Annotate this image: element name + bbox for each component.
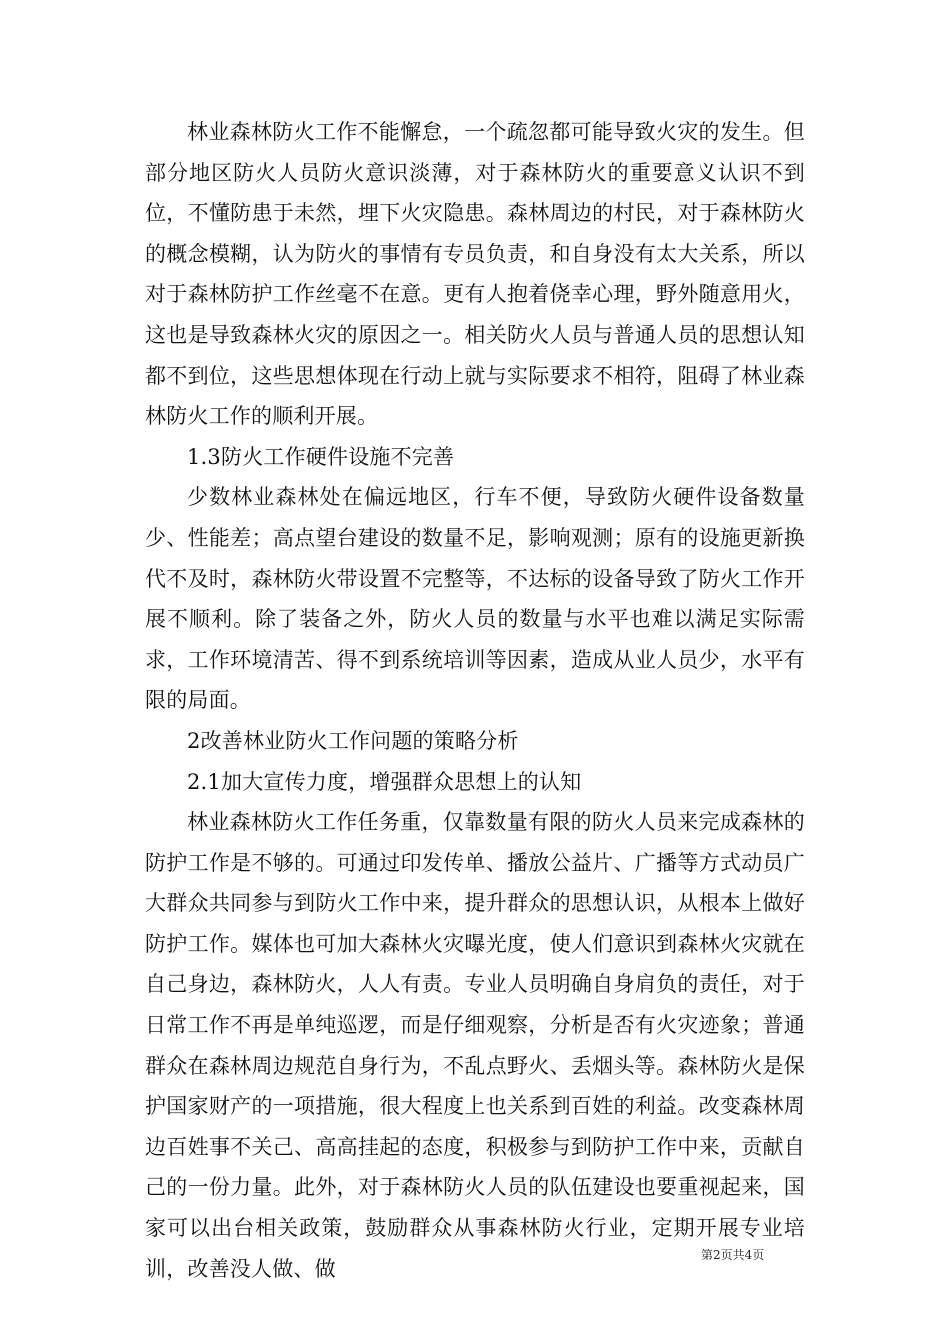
paragraph-publicity: 林业森林防火工作任务重，仅靠数量有限的防火人员来完成森林的防护工作是不够的。可通过印发传单、播放公益片、广播等方式动员广大群众共同参与到防火工作中来，提升群众的思想认识，从根本上做好防护工作。媒体也可加大森林火灾曝光度，使人们意识到森林火灾就在自己身边，森林防火，人人有责。专业人员明确自身肩负的责任，对于日常工作不再是单纯巡逻，而是仔细观察，分析是否有火灾迹象；普通群众在森林周边规范自身行为，不乱点野火、丢烟头等。森林防火是保护国家财产的一项措施，很大程度上也关系到百姓的利益。改变森林周边百姓事不关己、高高挂起的态度，积极参与到防护工作中来，贡献自己的一份力量。此外，对于森林防火人员的队伍建设也要重视起来，国家可以出台相关政策，鼓励群众从事森林防火行业，定期开展专业培训，改善没人做、做 [145,810,805,1281]
body-text [145,112,805,1289]
paragraph-fire-awareness: 林业森林防火工作不能懈怠，一个疏忽都可能导致火灾的发生。但部分地区防火人员防火意识淡薄，对于森林防火的重要意义认识不到位，不懂防患于未然，埋下火灾隐患。森林周边的村民，对于森林防火的概念模糊，认为防火的事情有专员负责，和自身没有太大关系，所以对于森林防护工作丝毫不在意。更有人抱着侥幸心理，野外随意用火，这也是导致森林火灾的原因之一。相关防火人员与普通人员的思想认知都不到位，这些思想体现在行动上就与实际要求不相符，阻碍了林业森林防火工作的顺利开展。 [145,120,805,429]
section-heading-2-1: 2.1加大宣传力度，增强群众思想上的认知 [187,769,582,794]
section-heading-2: 2改善林业防火工作问题的策略分析 [187,728,519,753]
section-heading-1-3: 1.3防火工作硬件设施不完善 [187,444,455,469]
paragraph-hardware: 少数林业森林处在偏远地区，行车不便，导致防火硬件设备数量少、性能差；高点望台建设的数量不足，影响观测；原有的设施更新换代不及时，森林防火带设置不完整等，不达标的设备导致了防火工作开展不顺利。除了装备之外，防火人员的数量与水平也难以满足实际需求，工作环境清苦、得不到系统培训等因素，造成从业人员少，水平有限的局面。 [145,485,805,713]
page-number: 第2页共4页 [701,1248,765,1262]
